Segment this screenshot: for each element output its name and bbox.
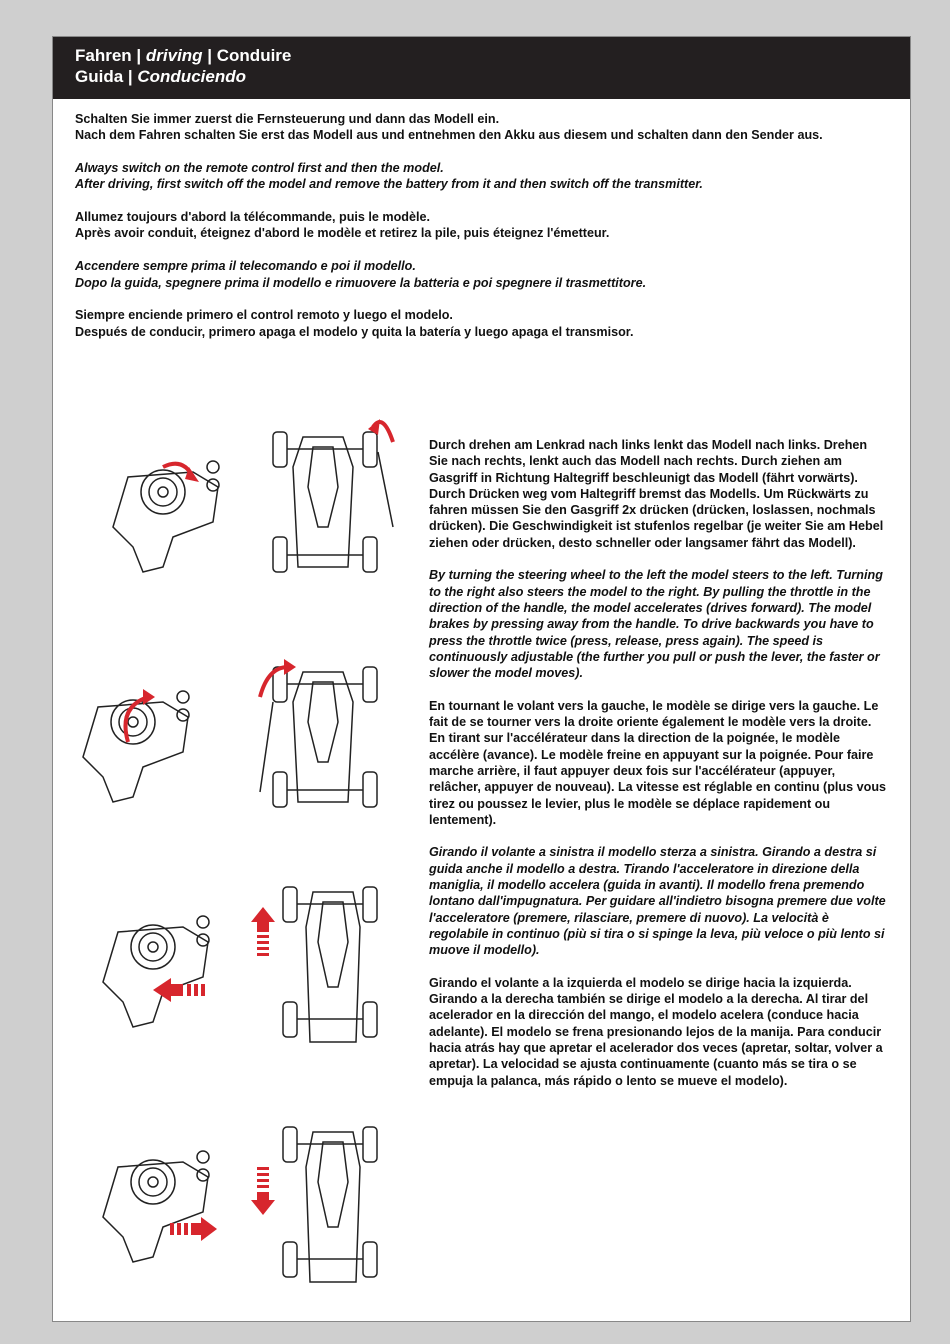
transmitter-steer-left-illustration [73, 657, 213, 807]
instruction-es: Girando el volante a la izquierda el modelo se dirige hacia la izquierda. Girando a la derecha también se dirige el modelo a la derecha. Al tirar del acelerador en la dirección del mango, el modelo acelera (conduce hacia adelante). El modelo se frena presionando lejos de la manija. Para conducir hacia atrás hay que apretar el acelerador dos veces (apretar, soltar, volver a apretar). La velocidad se ajusta continuamente (cuanto más se tira o se empuja la palanca, más rápido o lento se mueve el modelo). [429, 975, 883, 1088]
instruction-text [429, 437, 889, 1105]
header-line-1: Fahren | driving | Conduire [75, 46, 292, 65]
car-reverse-illustration [248, 1117, 388, 1307]
intro-text [75, 111, 895, 356]
intro-es: Siempre enciende primero el control remoto y luego el modelo. Después de conducir, primero apaga el modelo y quita la batería y luego apaga el transmisor. [75, 308, 634, 339]
intro-fr: Allumez toujours d'abord la télécommande, puis le modèle. Après avoir conduit, éteignez d'abord le modèle et retirez la pile, puis éteignez l'émetteur. [75, 210, 610, 241]
instruction-it: Girando il volante a sinistra il modello sterza a sinistra. Girando a destra si guida anche il modello a destra. Tirando l'acceleratore in direzione della maniglia, il modello accelera (guida in avanti). Il modello frena premendo lontano dall'impugnatura. Per guidare all'indietro bisogna premere due volte l'acceleratore (premere, rilasciare, premere di nuovo). La velocità è regolabile in continuo (più si tira o si spinge la leva, più veloce o più lento si muove il modello). [429, 845, 886, 958]
car-steer-right-illustration [268, 407, 398, 592]
manual-page [52, 36, 911, 1322]
instruction-de: Durch drehen am Lenkrad nach links lenkt das Modell nach links. Drehen Sie nach rechts, lenkt auch das Modell nach rechts. Durch ziehen am Gasgriff in Richtung Haltegriff beschleunigt das Modell (fährt vorwärts). Durch Drücken weg vom Haltegriff bremst das Modells. Um Rückwärts zu fahren müssen Sie den Gasgriff 2x drücken (drücken, loslassen, nochmals drücken). Die Geschwindigkeit ist stufenlos regelbar (je weiter Sie am Hebel ziehen oder drücken, desto schneller oder langsamer fährt das Modell). [429, 438, 884, 550]
header-line-2: Guida | Conduciendo [75, 67, 246, 86]
instruction-en: By turning the steering wheel to the left the model steers to the left. Turning to the right also steers the model to the right. By pulling the throttle in the direction of the handle, the model accelerates (drives forward). The model brakes by pressing away from the handle. To drive backwards you have to press the throttle twice (press, release, press again). The speed is continuously adjustable (the further you pull or push the lever, the faster or slower the model moves). [429, 568, 883, 681]
transmitter-throttle-pull-illustration [93, 882, 233, 1032]
transmitter-throttle-push-illustration [93, 1117, 233, 1267]
transmitter-steer-right-illustration [103, 427, 243, 577]
car-forward-illustration [248, 877, 388, 1067]
page-header [53, 37, 910, 99]
car-steer-left-illustration [248, 642, 388, 832]
intro-it: Accendere sempre prima il telecomando e poi il modello. Dopo la guida, spegnere prima il modello e rimuovere la batteria e poi spegnere il trasmettitore. [75, 259, 647, 290]
intro-en: Always switch on the remote control first and then the model. After driving, first switch off the model and remove the battery from it and then switch off the transmitter. [75, 161, 703, 192]
instruction-fr: En tournant le volant vers la gauche, le modèle se dirige vers la gauche. Le fait de se tourner vers la droite oriente également le modèle vers la droite. En tirant sur l'accélérateur dans la direction de la poignée, le modèle accélère (avance). Le modèle freine en appuyant sur la poignée. Pour faire marche arrière, il faut appuyer deux fois sur l'accélérateur (appuyer, relâcher, appuyer de nouveau). La vitesse est réglable en continu (plus vous tirez ou poussez le levier, plus le modèle se déplace rapidement ou lentement). [429, 698, 887, 827]
intro-de: Schalten Sie immer zuerst die Fernsteuerung und dann das Modell ein. Nach dem Fahren schalten Sie erst das Modell aus und entnehmen den Akku aus diesem und schalten dann den Sender aus. [75, 112, 823, 143]
